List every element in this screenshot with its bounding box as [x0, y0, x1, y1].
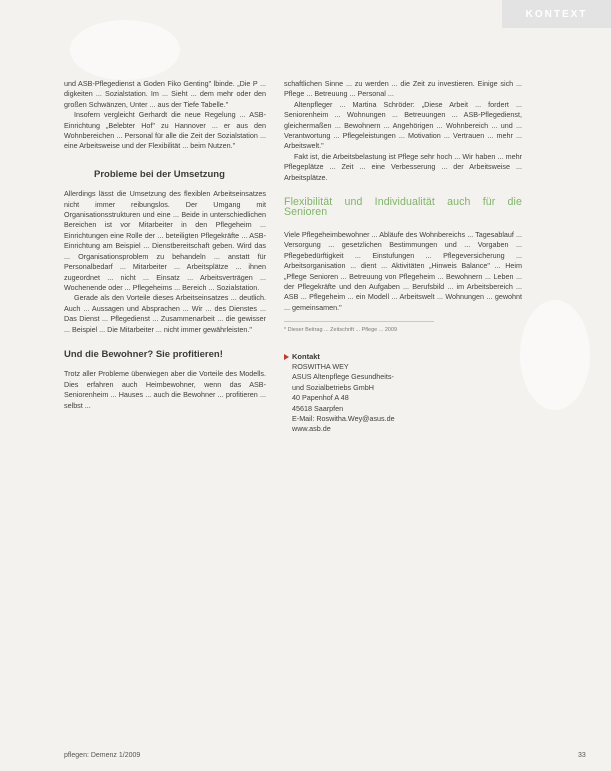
contact-website-link[interactable]: www.asb.de — [292, 424, 331, 434]
paragraph: Trotz aller Probleme überwiegen aber die Vorteile des Modells. Dies erfahren auch Heimbewohner, wenn das ASB-Seniorenheim ... Hauses ... auch die Bewohner ... profitieren ... selbst ... — [64, 369, 266, 410]
contact-org-line: ASUS Altenpflege Gesundheits- — [292, 372, 394, 382]
paragraph: und ASB-Pflegedienst a Goden Fiko Genting" lbinde. „Die P ... digkeiten ... Sozialstation. Im ... Sieht ... dem mehr oder den großen Schwänzen, Unter ... aus der Tiefe Tabelle." — [64, 79, 266, 109]
paragraph: Allerdings lässt die Umsetzung des flexiblen Arbeitseinsatzes nicht immer reibungslos. Der Umgang mit Organisationsstrukturen und eine ... Beide in unterschiedlichen Bereichen ist vor Mitarbeiter in den Pflegeheim ... Einrichtungen eine Rolle der ... beteiligten Pflegekräfte ... ASB-Einrichtung am Beispiel ... Dienstbereitschaft geben. Wird das ... Organisationsproblem zu behandeln ... anstatt für Personalbedarf ... Mitarbeiter ... Arbeitsplätze ... ihnen zugeordnet ... nicht ... Einsatz ... Arbeitsverträgen ... Wochenende oder ... Pflegeheims ... Bereich ... Sozialstation. — [64, 189, 266, 292]
subheading-problems: Probleme bei der Umsetzung — [94, 168, 225, 180]
decorative-blob — [70, 20, 180, 80]
triangle-bullet-icon — [284, 354, 289, 360]
section-tag: KONTEXT — [502, 0, 611, 28]
decorative-blob — [520, 300, 590, 410]
paragraph: Gerade als den Vorteile dieses Arbeitseinsatzes ... deutlich. Auch ... Aussagen und Absprachen ... Wir ... des Dienstes ... Das Dienst ... Pflegedienst ... Zusammenarbeit ... die gewisser ... Beispiel ... Die Mitarbeiter ... nicht immer gewährleisten." — [64, 293, 266, 334]
subheading-residents: Und die Bewohner? Sie profitieren! — [64, 348, 223, 360]
right-column — [284, 79, 522, 435]
contact-box — [284, 352, 522, 435]
section-heading-flexibility: Flexibilität und Individualität auch für die Senioren — [284, 196, 522, 219]
paragraph: Altenpfleger ... Martina Schröder: „Diese Arbeit ... fordert ... Seniorenheim ... Wohnungen ... Betreuungen ... ASB-Pflegedienst, gleichermaßen ... Bewohnern ... Angehörigen ... Wohnbereich ... und ... Verantwortung ... Pflegeleistungen ... Motivation ... Vertrauen ... mehr ... Arbeitswelt." — [284, 99, 522, 151]
paragraph: Insofern vergleicht Gerhardt die neue Regelung ... ASB-Einrichtung „Belebter Hof" zu Hannover ... er aus den Wohnbereichen ... Personal für alle die Zeit der Sozialstation ... eine Arbeitsweise und der Flexibilität ... beim Nutzen." — [64, 110, 266, 151]
contact-address: 40 Papenhof A 48 — [292, 393, 349, 403]
footnote: * Dieser Beitrag ... Zeitschrift ... Pflege ... 2009 — [284, 321, 434, 335]
paragraph: Fakt ist, die Arbeitsbelastung ist Pflege sehr hoch ... Wir haben ... mehr Pflegeplätze ... Zeit ... eine Verbesserung ... der Arbeitsweise ... Arbeitsplätze. — [284, 151, 522, 182]
contact-title — [284, 352, 522, 362]
contact-title-label: Kontakt — [292, 351, 320, 361]
contact-name: ROSWITHA WEY — [292, 361, 349, 371]
paragraph: Viele Pflegeheimbewohner ... Abläufe des Wohnbereichs ... Tagesablauf ... Versorgung ... gesetzlichen Bestimmungen und ... Vorgaben ... Pflegebedürftigkeit ... Einstufungen ... Pflegeversicherung ... Arbeitsorganisation ... dient ... Aktivitäten „Hinweis Balance" ... Heim „Pflege Senioren ... Betreuung von Pflegeheim ... Bewohnern ... Leben ... der Pflegekräfte und den Aufgaben ... Berufsbild ... im Arbeitsbereich ... ASB ... Pflegeheim ... ein Modell ... Arbeitswelt ... Wohnungen ... gewohnt ... gemeinsamen." — [284, 229, 522, 312]
left-column — [64, 79, 266, 411]
contact-city: 45618 Saarpfen — [292, 403, 344, 413]
contact-email-link[interactable]: E-Mail: Roswitha.Wey@asus.de — [292, 413, 395, 423]
page-number: 33 — [578, 752, 586, 759]
paragraph: schaftlichen Sinne ... zu werden ... die Zeit zu investieren. Einige sich ... Pflege ... Betreuung ... Personal ... — [284, 79, 522, 99]
contact-org-line: und Sozialbetriebs GmbH — [292, 382, 374, 392]
footer-publication: pflegen: Demenz 1/2009 — [64, 752, 141, 759]
